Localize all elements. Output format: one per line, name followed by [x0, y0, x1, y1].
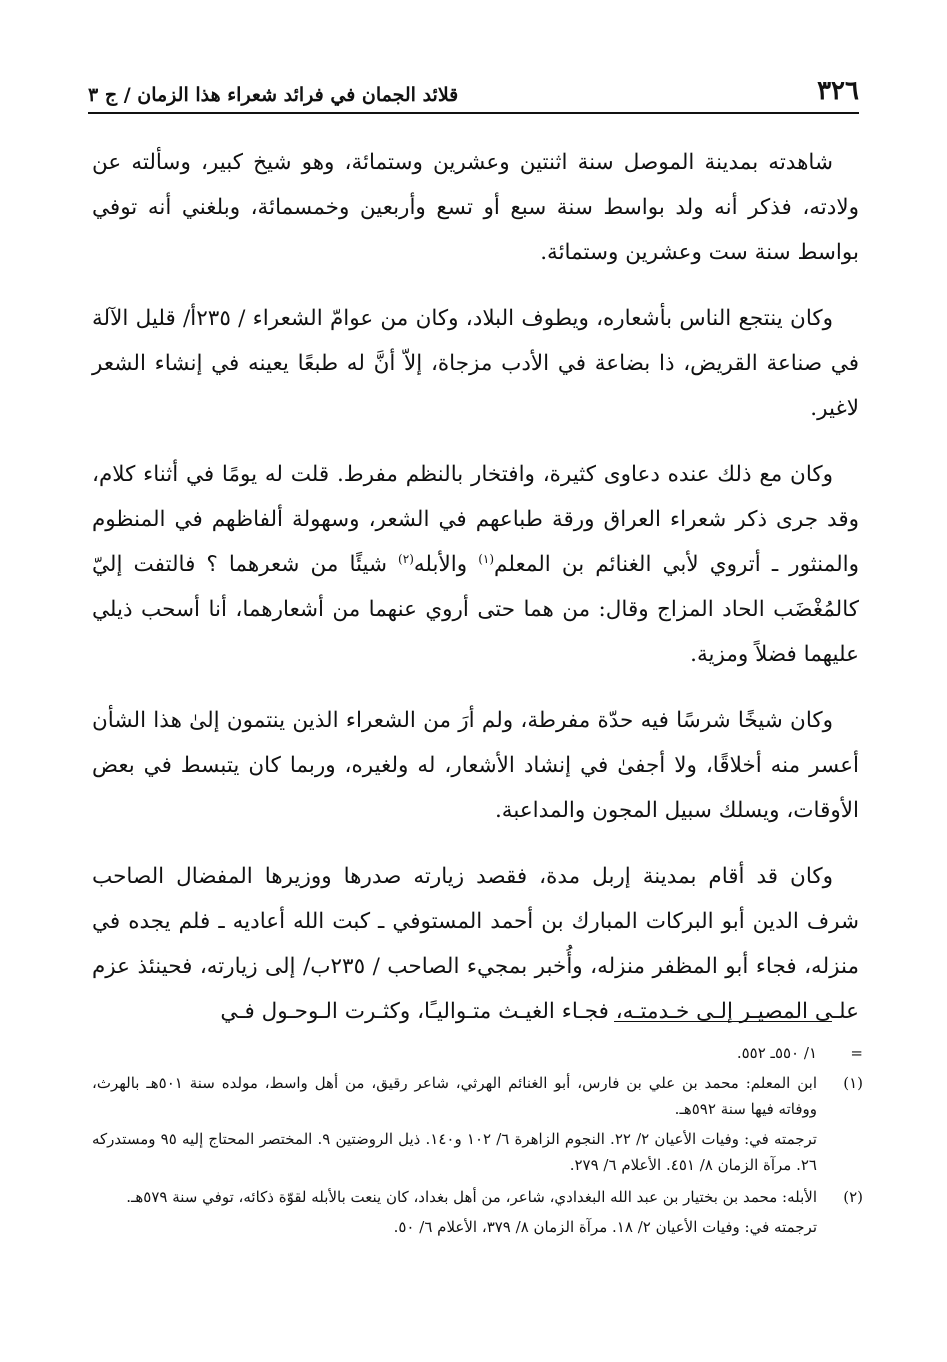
- page-header: [88, 62, 859, 106]
- footnote-ref-1[interactable]: (١): [478, 551, 495, 566]
- footnote-2-references: ترجمته في: وفيات الأعيان ٢/ ١٨. مرآة الزمان ٨/ ٣٧٩، الأعلام ٦/ ٥٠.: [393, 1218, 817, 1236]
- paragraph-3-part-2: والأبله: [413, 552, 479, 577]
- paragraph-3: [92, 452, 859, 677]
- footnote-1-marker: (١): [843, 1074, 863, 1092]
- page-number: ٣٢٦: [817, 76, 859, 106]
- paragraph-1: شاهدته بمدينة الموصل سنة اثنتين وعشرين وستمائة، وهو شيخ كبير، وسألته عن ولادته، فذكر أنه ولد بواسط سنة سبع أو تسع وأربعين وخمسمائة، وبلغني أنه توفي بواسط سنة ست وعشرين وستمائة.: [92, 150, 859, 265]
- footnotes: [92, 1040, 863, 1246]
- footnote-ref-2[interactable]: (٢): [398, 551, 414, 566]
- footnote-2-marker: (٢): [843, 1188, 863, 1206]
- paragraph-4: وكان شيخًا شرسًا فيه حدّة مفرطة، ولم أرَ من الشعراء الذين ينتمون إلىٰ هذا الشأن أعسر منه أخلاقًا، ولا أجفىٰ في إنشاد الأشعار، له ولغيره، وربما كان يتبسط في بعض الأوقات، ويسلك سبيل المجون والمداعبة.: [92, 708, 859, 823]
- footnote-separator: [614, 1021, 832, 1022]
- running-title: قلائد الجمان في فرائد شعراء هذا الزمان / ج ٣: [88, 84, 459, 106]
- paragraph-2: وكان ينتجع الناس بأشعاره، ويطوف البلاد، وكان من عوامّ الشعراء / ٢٣٥أ/ قليل الآلة في صناعة القريض، ذا بضاعة في الأدب مزجاة، إلاّ أنَّ له طبعًا يعينه في إنشاء الشعر لاغير.: [92, 306, 859, 421]
- footnote-1-references: ترجمته في: وفيات الأعيان ٢/ ٢٢. النجوم الزاهرة ٦/ ١٠٢ و١٤٠. ذيل الروضتين ٩. المختصر المحتاج إليه ٩٥ ومستدركه ٢٦. مرآة الزمان ٨/ ٤٥١. الأعلام ٦/ ٢٧٩.: [92, 1130, 817, 1174]
- main-text: [92, 140, 859, 1055]
- paragraph-5: وكان قد أقام بمدينة إربل مدة، فقصد زيارته صدرها ووزيرها المفضال الصاحب شرف الدين أبو البركات المبارك بن أحمد المستوفي ـ كبت الله أعاديه ـ فلم يجده في منزله، فجاء أبو المظفر منزله، وأُخبر بمجيء الصاحب / ٢٣٥ب/ إلى زيارته، فحينئذ عزم علـى المصيـر إلـى خـدمتـه، فجـاء الغيـث متـواليـًا، وكثـرت الـوحـول فـي: [92, 864, 859, 1024]
- paragraph-3-part-1: وكان مع ذلك عنده دعاوى كثيرة، وافتخار بالنظم مفرط. قلت له يومًا في أثناء كلام، وقد جرى ذكر شعراء العراق ورقة طباعهم في الشعر، وسهولة ألفاظهم في المنظوم والمنثور ـ أتروي لأبي الغنائم بن المعلم: [92, 462, 859, 577]
- footnote-2: [92, 1184, 863, 1210]
- footnote-1-text: ابن المعلم: محمد بن علي بن فارس، أبو الغنائم الهرثي، شاعر رقيق، من أهل واسط، مولده سنة ٥٠١هـ بالهرث، ووفاته فيها سنة ٥٩٢هـ.: [92, 1074, 817, 1118]
- continuation-text: ١/ ٥٥٠ـ ٥٥٢.: [736, 1044, 817, 1062]
- header-rule: [88, 112, 859, 114]
- footnote-continuation: [92, 1040, 863, 1066]
- continuation-marker: =: [850, 1044, 863, 1062]
- footnote-1: [92, 1070, 863, 1122]
- footnote-2-text: الأبله: محمد بن بختيار بن عبد الله البغدادي، شاعر، من أهل بغداد، كان ينعت بالأبله لقوّة ذكائه، توفي سنة ٥٧٩هـ.: [126, 1188, 817, 1206]
- paragraph-3-part-3: شيئًا من شعرهما ؟ فالتفت إليّ كالمُغْضَب الحاد المزاج وقال: من هما حتى أروي عنهما من أشعارهما، أنا أسحب ذيلي عليهما فضلاً ومزية.: [92, 552, 859, 667]
